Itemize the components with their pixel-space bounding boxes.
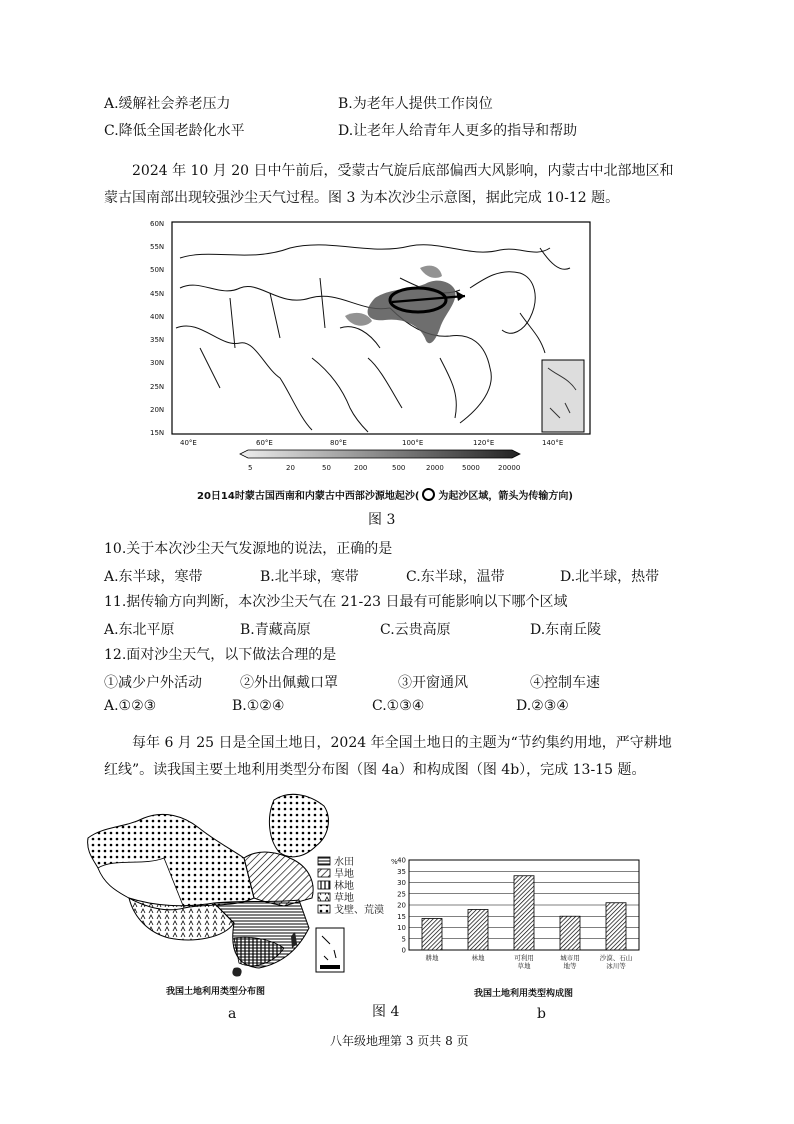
dust-map bbox=[140, 218, 600, 478]
source-ring-icon bbox=[422, 488, 435, 501]
lat-label-30: 30N bbox=[150, 359, 165, 367]
x-tick-label: 可利用 bbox=[514, 954, 534, 962]
scale-label-2000: 2000 bbox=[426, 464, 444, 472]
scale-label-5: 5 bbox=[248, 464, 253, 472]
figure-3-label: 图 3 bbox=[368, 512, 396, 528]
q11-option-b: B.青藏高原 bbox=[240, 622, 311, 638]
scale-labels bbox=[248, 464, 520, 472]
land-intro bbox=[104, 730, 704, 784]
lat-label-20: 20N bbox=[150, 406, 165, 414]
y-tick-label: 0 bbox=[401, 946, 406, 955]
dryland-region bbox=[244, 852, 313, 906]
legend-forest: 林地 bbox=[334, 881, 354, 892]
legend-paddy: 水田 bbox=[334, 857, 354, 868]
x-tick-label: 沙漠、石山 bbox=[599, 954, 633, 962]
chart-ylabel: % bbox=[391, 858, 398, 866]
x-tick-label: 草地 bbox=[517, 962, 531, 970]
x-tick-label: 城市用 bbox=[560, 954, 580, 962]
y-tick-label: 25 bbox=[397, 890, 406, 899]
q10-option-c: C.东半球，温带 bbox=[406, 569, 505, 585]
q11-option-d: D.东南丘陵 bbox=[530, 622, 602, 638]
y-tick-label: 15 bbox=[397, 912, 406, 921]
lat-label-35: 35N bbox=[150, 336, 165, 344]
lat-label-40: 40N bbox=[150, 313, 165, 321]
q12-option-a: A.①②③ bbox=[104, 698, 157, 714]
fig4a-caption: 我国土地利用类型分布图 bbox=[166, 987, 266, 997]
q9-option-a: A.缓解社会养老压力 bbox=[104, 96, 231, 112]
q12-option-d: D.②③④ bbox=[516, 698, 569, 714]
fig4b-caption: 我国土地利用类型构成图 bbox=[474, 989, 574, 999]
y-tick-label: 35 bbox=[397, 867, 406, 876]
q10-option-a: A.东半球，寒带 bbox=[104, 569, 203, 585]
dust-intro-line1: 2024 年 10 月 20 日中午前后，受蒙古气旋后底部偏西大风影响，内蒙古中北部地区和 bbox=[132, 163, 674, 179]
lon-label-80: 80°E bbox=[330, 439, 347, 447]
q9-option-d: D.让老年人给青年人更多的指导和帮助 bbox=[338, 123, 578, 139]
scale-label-500: 500 bbox=[392, 464, 406, 472]
legend-grassland: 草地 bbox=[334, 893, 354, 904]
x-tick-label: 林地 bbox=[471, 954, 485, 962]
figure-4-label: 图 4 bbox=[372, 1004, 400, 1020]
lat-label-60: 60N bbox=[150, 220, 165, 228]
chart-yticks bbox=[397, 857, 406, 955]
q11-stem: 11.据传输方向判断，本次沙尘天气在 21-23 日最有可能影响以下哪个区域 bbox=[104, 594, 568, 610]
map3-legend bbox=[197, 487, 573, 502]
y-tick-label: 10 bbox=[397, 924, 406, 932]
dust-intro bbox=[104, 158, 704, 212]
lon-label-60: 60°E bbox=[256, 439, 273, 447]
map3-legend-start: 20日14时蒙古国西南和内蒙古中西部沙源地起沙( bbox=[197, 491, 420, 502]
q9-option-c: C.降低全国老龄化水平 bbox=[104, 123, 245, 139]
q12-item-4: ④控制车速 bbox=[530, 675, 600, 691]
south-sea-inset bbox=[542, 360, 584, 432]
bar bbox=[560, 916, 580, 950]
x-tick-label: 冰川等 bbox=[606, 962, 626, 970]
q11-option-a: A.东北平原 bbox=[104, 622, 175, 638]
q12-item-3: ③开窗通风 bbox=[398, 675, 468, 691]
northeast-forest-region bbox=[269, 794, 328, 856]
legend-dryland: 旱地 bbox=[334, 869, 354, 880]
fig4a-sublabel: a bbox=[228, 1006, 237, 1022]
scale-label-5000: 5000 bbox=[462, 464, 480, 472]
scale-label-50: 50 bbox=[322, 464, 331, 472]
land-use-bar-chart bbox=[385, 852, 645, 982]
map3-legend-end: 为起沙区域，箭头为传输方向) bbox=[438, 491, 573, 502]
scale-label-20: 20 bbox=[286, 464, 295, 472]
lat-labels bbox=[150, 220, 164, 437]
lat-label-45: 45N bbox=[150, 290, 165, 298]
q12-stem: 12.面对沙尘天气，以下做法合理的是 bbox=[104, 647, 337, 663]
lat-label-25: 25N bbox=[150, 383, 165, 391]
q11-option-c: C.云贵高原 bbox=[380, 622, 451, 638]
bar bbox=[468, 910, 488, 951]
y-tick-label: 5 bbox=[401, 935, 406, 944]
y-tick-label: 40 bbox=[397, 856, 406, 865]
lon-label-100: 100°E bbox=[402, 439, 424, 447]
legend-desert: 戈壁、荒漠 bbox=[334, 905, 384, 916]
lon-labels bbox=[180, 439, 563, 447]
x-tick-label: 耕地 bbox=[425, 954, 439, 962]
q10-option-d: D.北半球，热带 bbox=[560, 569, 660, 585]
chart-xlabels bbox=[426, 953, 633, 970]
y-tick-label: 20 bbox=[397, 901, 406, 910]
lat-label-50: 50N bbox=[150, 266, 165, 274]
lat-label-55: 55N bbox=[150, 243, 165, 251]
y-tick-label: 30 bbox=[397, 879, 406, 887]
q12-item-1: ①减少户外活动 bbox=[104, 675, 202, 691]
scale-label-20000: 20000 bbox=[498, 464, 521, 472]
lat-label-15: 15N bbox=[150, 429, 165, 437]
hainan-island bbox=[232, 967, 241, 976]
q12-option-c: C.①③④ bbox=[372, 698, 425, 714]
scale-bar bbox=[240, 450, 520, 458]
bar bbox=[606, 903, 626, 950]
x-tick-label: 地等 bbox=[563, 962, 577, 970]
bar bbox=[422, 919, 442, 951]
q10-option-b: B.北半球，寒带 bbox=[260, 569, 359, 585]
q12-option-b: B.①②④ bbox=[232, 698, 285, 714]
land-use-map bbox=[84, 788, 384, 984]
lon-label-120: 120°E bbox=[473, 439, 495, 447]
fig4b-sublabel: b bbox=[537, 1006, 546, 1022]
q9-option-b: B.为老年人提供工作岗位 bbox=[338, 96, 493, 112]
q10-stem: 10.关于本次沙尘天气发源地的说法，正确的是 bbox=[104, 541, 393, 557]
scale-label-200: 200 bbox=[354, 464, 368, 472]
land-intro-line2: 红线”。读我国主要土地利用类型分布图（图 4a）和构成图（图 4b），完成 13-15 题。 bbox=[104, 762, 646, 778]
bar bbox=[514, 876, 534, 950]
q12-item-2: ②外出佩戴口罩 bbox=[240, 675, 338, 691]
lon-label-140: 140°E bbox=[542, 439, 564, 447]
land-intro-line1: 每年 6 月 25 日是全国土地日，2024 年全国土地日的主题为“节约集约用地，严守耕地 bbox=[132, 735, 672, 751]
page-footer: 八年级地理第 3 页共 8 页 bbox=[330, 1034, 469, 1048]
dust-intro-line2: 蒙古国南部出现较强沙尘天气过程。图 3 为本次沙尘示意图，据此完成 10-12 题。 bbox=[104, 190, 620, 206]
land-legend bbox=[318, 855, 384, 916]
lon-label-40: 40°E bbox=[180, 439, 197, 447]
